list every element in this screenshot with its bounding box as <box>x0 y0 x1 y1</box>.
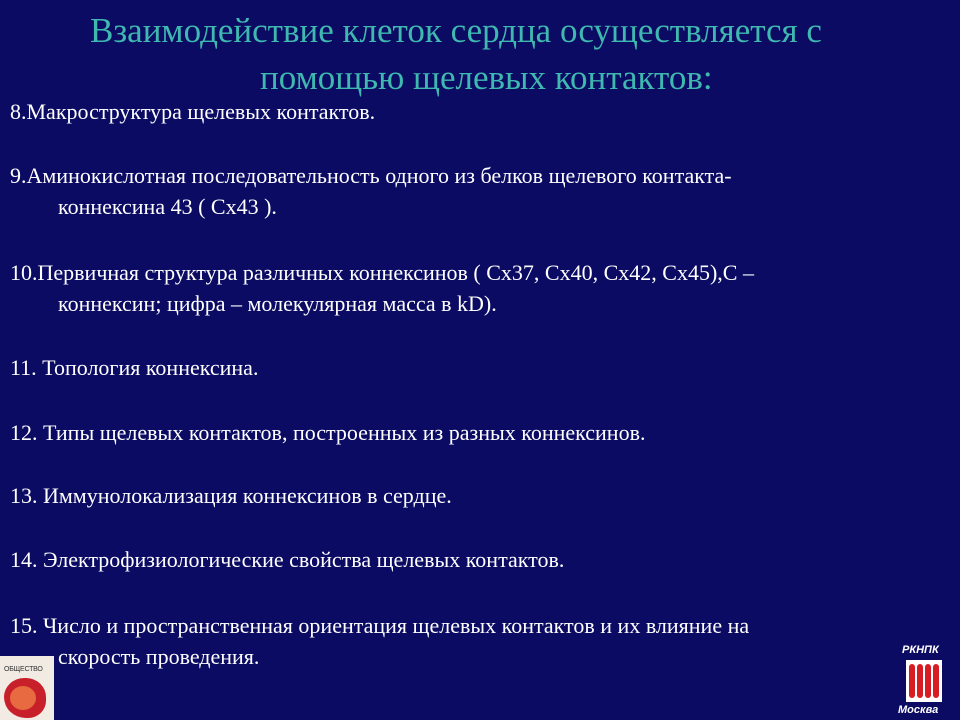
item-text-continuation: коннексина 43 ( Cx43 ). <box>58 194 277 219</box>
emblem-bar <box>917 664 923 698</box>
title-line-1: Взаимодействие клеток сердца осуществляется с <box>90 11 822 50</box>
item-text: 14. Электрофизиологические свойства щелевых контактов. <box>10 547 565 572</box>
item-text: 11. Топология коннексина. <box>10 355 259 380</box>
society-logo <box>0 656 54 720</box>
list-item <box>10 417 945 448</box>
item-text: 10.Первичная структура различных коннексинов ( Cx37, Cx40, Cx42, Cx45),С – <box>10 260 754 285</box>
list-item <box>10 610 945 672</box>
list-item <box>10 96 945 127</box>
emblem-bar <box>933 664 939 698</box>
list-item <box>10 352 945 383</box>
item-text: 8.Макроструктура щелевых контактов. <box>10 99 376 124</box>
list-item <box>10 480 945 511</box>
list-item <box>10 257 945 319</box>
rknpk-logo <box>896 644 952 720</box>
emblem-bar <box>909 664 915 698</box>
item-text: 13. Иммунолокализация коннексинов в сердце. <box>10 483 452 508</box>
item-text: 9.Аминокислотная последовательность одного из белков щелевого контакта- <box>10 163 732 188</box>
heart-inner-shape <box>10 686 36 710</box>
title-line-2: помощью щелевых контактов: <box>260 58 713 97</box>
rknpk-emblem-icon <box>906 660 942 702</box>
moscow-label: Москва <box>898 704 939 716</box>
item-text: 12. Типы щелевых контактов, построенных из разных коннексинов. <box>10 420 646 445</box>
item-text-continuation: коннексин; цифра – молекулярная масса в kD). <box>58 291 497 316</box>
rknpk-label: РКНПК <box>902 644 939 656</box>
emblem-bar <box>925 664 931 698</box>
list-item <box>10 544 945 575</box>
society-logo-text: ОБЩЕСТВО <box>4 666 43 673</box>
item-text-continuation: скорость проведения. <box>58 644 260 669</box>
list-item <box>10 160 945 222</box>
item-text: 15. Число и пространственная ориентация щелевых контактов и их влияние на <box>10 613 750 638</box>
